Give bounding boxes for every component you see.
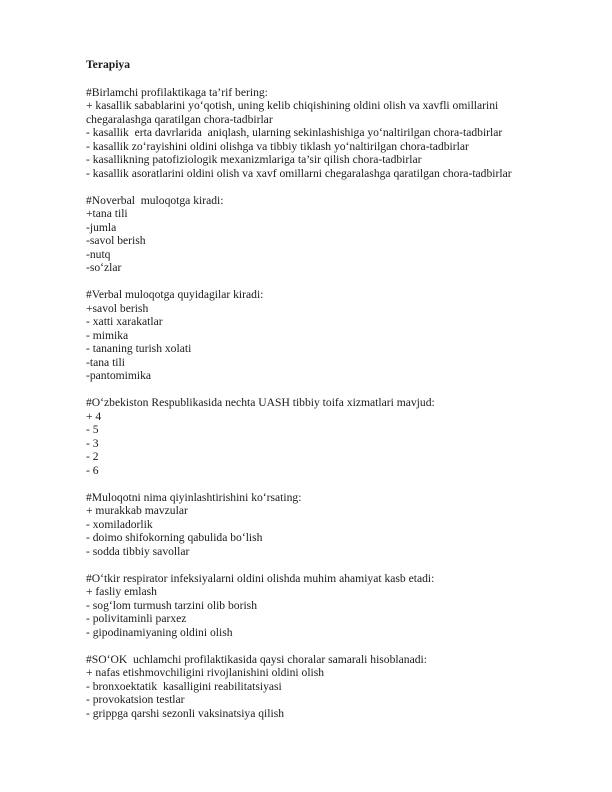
answer-option: - kasallikning patofiziologik mexanizmlariga ta’sir qilish chora-tadbirlar [86,153,422,166]
question-text: #Muloqotni nima qiyinlashtirishini ko‘rsating: [86,490,302,504]
question-block [86,653,586,721]
answer-option: - kasallik asoratlarini oldini olish va xavf omillarni chegaralashga qaratilgan chora-tadbirlar [86,166,512,180]
answer-option: - xomiladorlik [86,517,153,531]
question-text: #Birlamchi profilaktikaga ta’rif bering: [86,85,268,99]
question-block [86,491,586,559]
answer-option: - 6 [86,463,99,477]
question-text: #Noverbal muloqotga kiradi: [86,193,224,207]
question-block [86,288,586,383]
answer-option: - polivitaminli parxez [86,612,187,625]
answer-option: -savol berish [86,234,146,247]
question-list [86,86,586,721]
answer-option: -tana tili [86,355,125,369]
question-block [86,194,586,275]
document-content [86,58,586,734]
question-text: #SO‘OK uchlamchi profilaktikasida qaysi choralar samarali hisoblanadi: [86,652,427,666]
answer-option: - sog‘lom turmush tarzini olib borish [86,598,257,612]
answer-option: -pantomimika [86,369,152,382]
correct-answer: +tana tili [86,207,128,220]
answer-option: - xatti xarakatlar [86,315,163,328]
answer-option: - sodda tibbiy savollar [86,544,190,558]
answer-option: - bronxoektatik kasalligini reabilitatsiyasi [86,679,282,693]
answer-option: - provokatsion testlar [86,693,185,706]
answer-option: - kasallik zo‘rayishini oldini olishga va tibbiy tiklash yo‘naltirilgan chora-tadbirlar [86,139,469,153]
answer-option: -jumla [86,220,117,234]
correct-answer: + 4 [86,409,102,423]
question-block [86,396,586,477]
question-text: #O‘tkir respirator infeksiyalarni oldini olishda muhim ahamiyat kasb etadi: [86,571,435,585]
answer-option: - 3 [86,436,99,450]
question-text: #Verbal muloqotga quyidagilar kiradi: [86,288,264,301]
answer-option: - 5 [86,423,99,436]
correct-answer: + nafas etishmovchiligini rivojlanishini oldini olish [86,666,325,679]
answer-option: - gipodinamiyaning oldini olish [86,625,233,639]
question-block [86,86,586,181]
answer-option: - grippga qarshi sezonli vaksinatsiya qilish [86,706,285,720]
correct-answer: + kasallik sabablarini yo‘qotish, uning kelib chiqishining oldini olish va xavfli omillarini [86,99,499,112]
answer-option: - 2 [86,450,99,463]
question-block [86,572,586,640]
answer-option: - tananing turish xolati [86,342,192,355]
answer-option: -nutq [86,247,111,261]
document-title: Terapiya [86,58,131,71]
question-text: #O‘zbekiston Respublikasida nechta UASH tibbiy toifa xizmatlari mavjud: [86,396,435,409]
answer-option: - mimika [86,328,129,342]
correct-answer: + murakkab mavzular [86,504,188,517]
answer-option: - doimo shifokorning qabulida bo‘lish [86,531,263,544]
answer-option: - kasallik erta davrlarida aniqlash, ularning sekinlashishiga yo‘naltirilgan chora-tadbirlar [86,126,503,139]
answer-option: chegaralashga qaratilgan chora-tadbirlar [86,112,273,126]
correct-answer: +savol berish [86,301,149,315]
answer-option: -so‘zlar [86,261,122,274]
correct-answer: + fasliy emlash [86,585,157,598]
